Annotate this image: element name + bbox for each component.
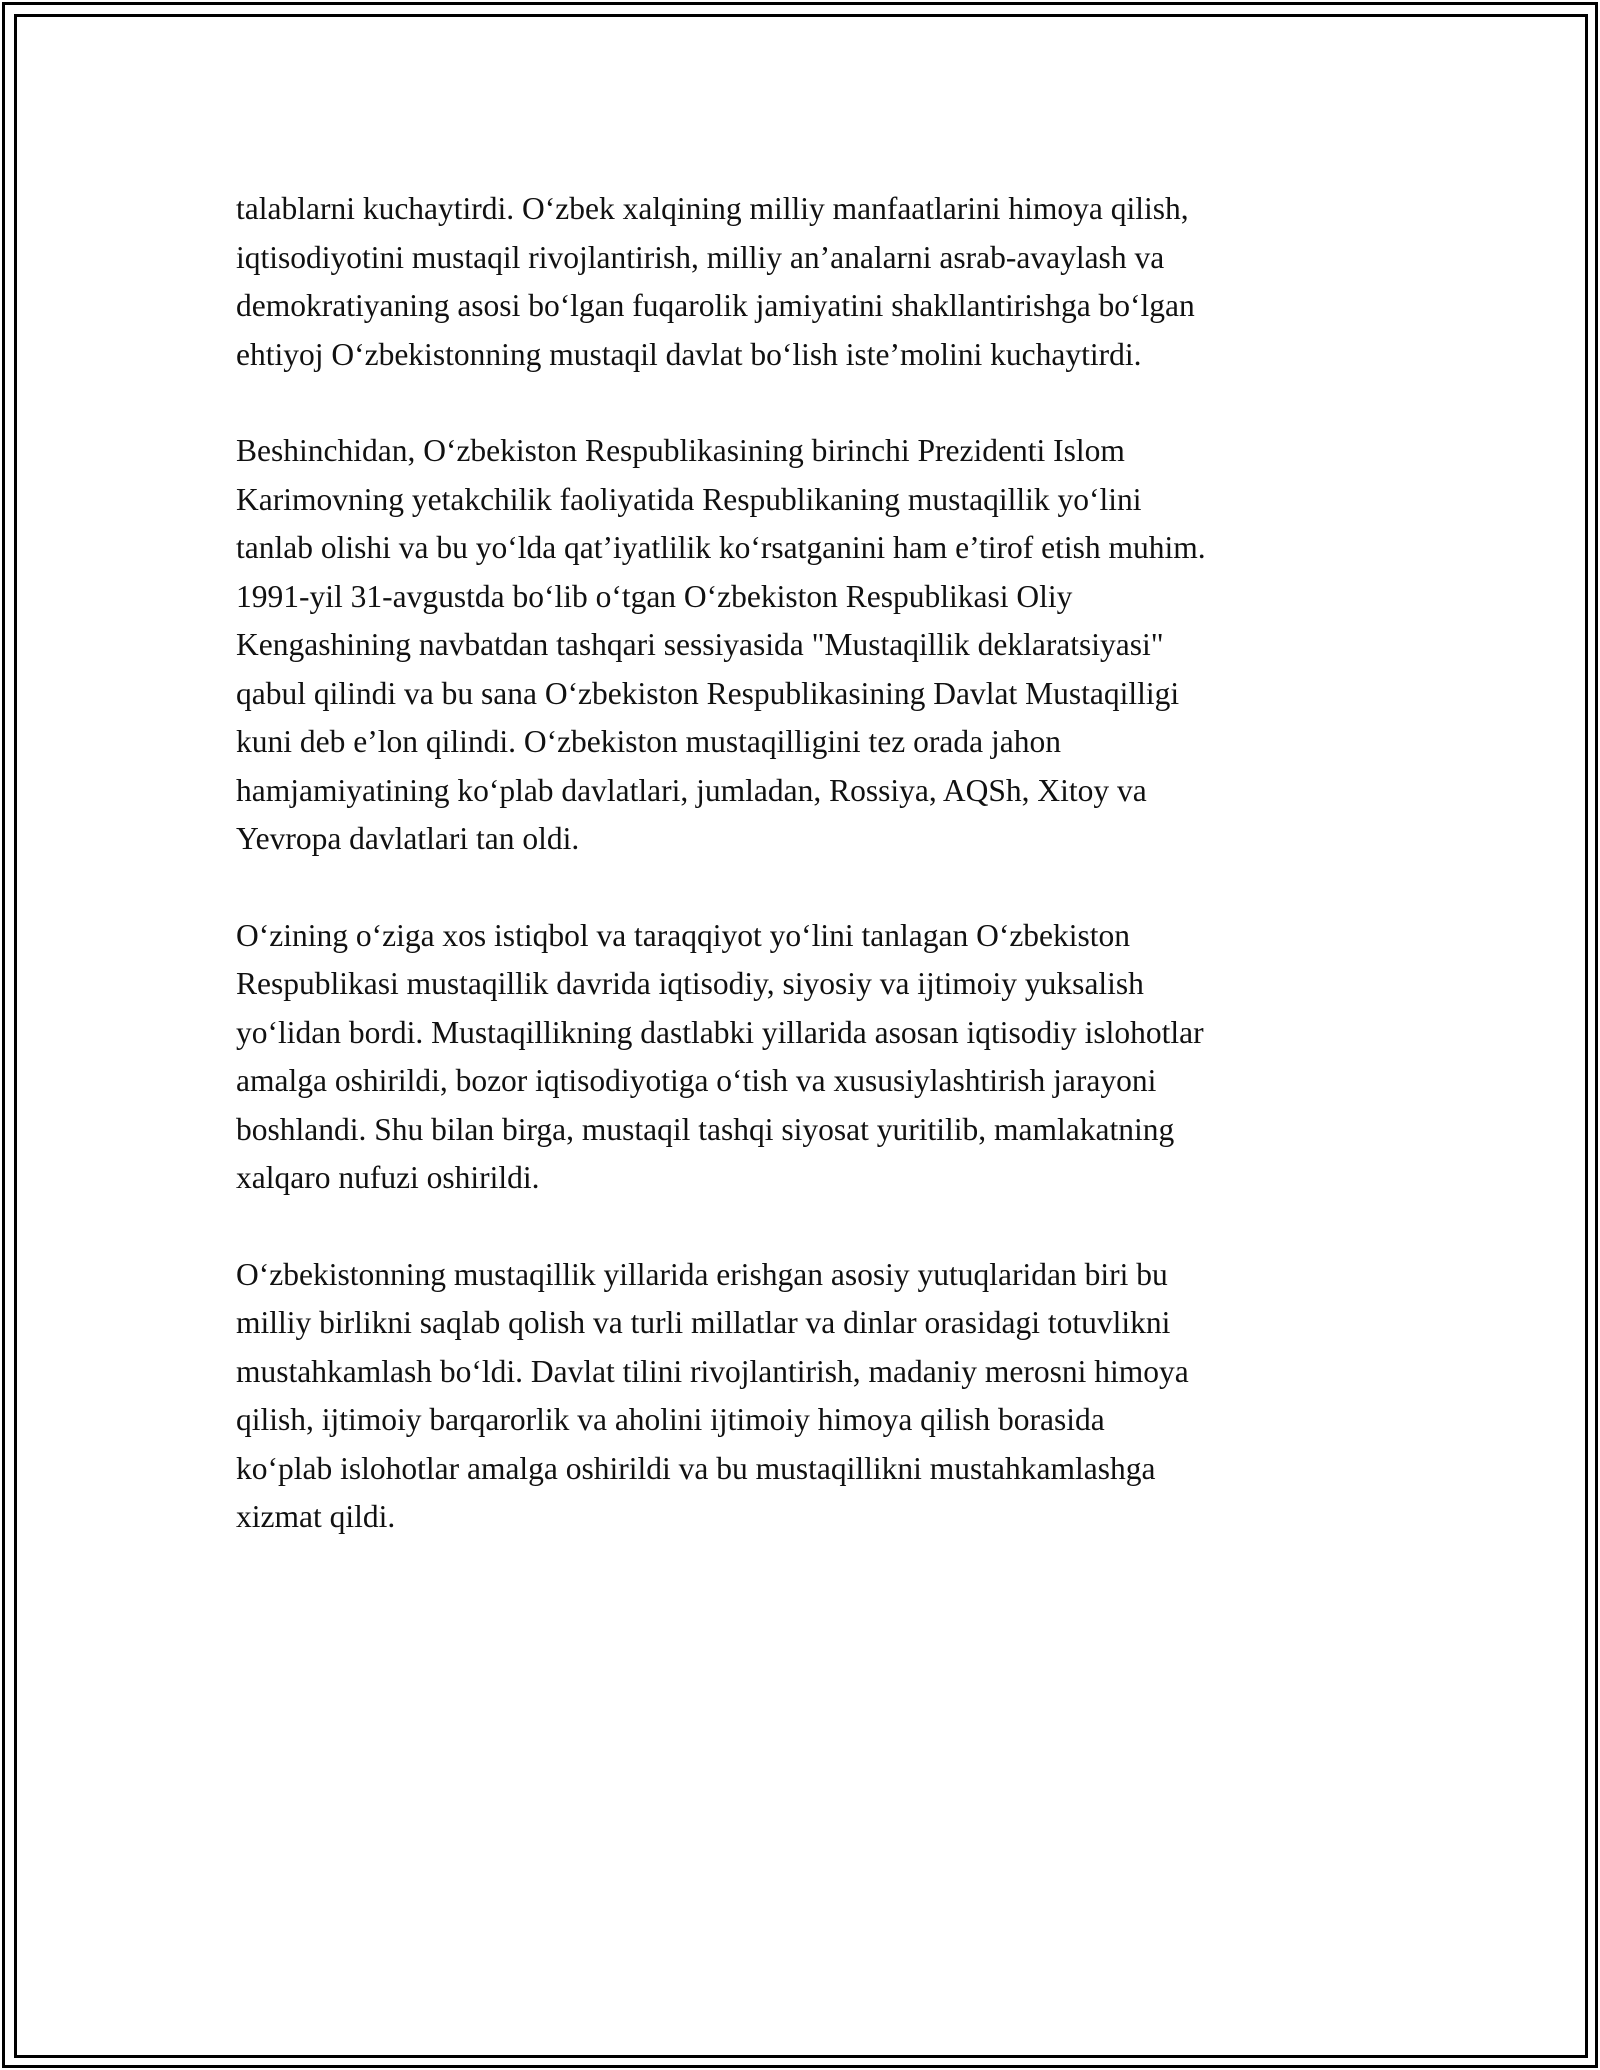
text-line: 1991-yil 31-avgustda bo‘lib o‘tgan O‘zbekiston Respublikasi Oliy <box>236 578 1073 614</box>
paragraph-1 <box>236 185 1376 379</box>
text-line: tanlab olishi va bu yo‘lda qat’iyatlilik ko‘rsatganini ham e’tirof etish muhim. <box>236 530 1206 565</box>
text-line: Respublikasi mustaqillik davrida iqtisodiy, siyosiy va ijtimoiy yuksalish <box>236 966 1144 1001</box>
text-line: qilish, ijtimoiy barqarorlik va aholini ijtimoiy himoya qilish borasida <box>236 1402 1105 1437</box>
text-line: O‘zining o‘ziga xos istiqbol va taraqqiyot yo‘lini tanlagan O‘zbekiston <box>236 917 1131 953</box>
document-body <box>236 185 1376 1590</box>
text-line: milliy birlikni saqlab qolish va turli millatlar va dinlar orasidagi totuvlikni <box>236 1305 1171 1340</box>
text-line: Kengashining navbatdan tashqari sessiyasida "Mustaqillik deklaratsiyasi" <box>236 627 1164 662</box>
text-line: kuni deb e’lon qilindi. O‘zbekiston mustaqilligini tez orada jahon <box>236 724 1061 759</box>
text-line: Yevropa davlatlari tan oldi. <box>236 821 580 856</box>
text-line: amalga oshirildi, bozor iqtisodiyotiga o‘tish va xususiylashtirish jarayoni <box>236 1063 1157 1098</box>
text-line: Beshinchidan, O‘zbekiston Respublikasining birinchi Prezidenti Islom <box>236 433 1125 468</box>
text-line: mustahkamlash bo‘ldi. Davlat tilini rivojlantirish, madaniy merosni himoya <box>236 1353 1189 1389</box>
text-line: yo‘lidan bordi. Mustaqillikning dastlabki yillarida asosan iqtisodiy islohotlar <box>236 1014 1204 1050</box>
text-line: O‘zbekistonning mustaqillik yillarida erishgan asosiy yutuqlaridan biri bu <box>236 1256 1168 1292</box>
text-line: qabul qilindi va bu sana O‘zbekiston Respublikasining Davlat Mustaqilligi <box>236 675 1180 711</box>
paragraph-2 <box>236 427 1376 864</box>
text-line: xalqaro nufuzi oshirildi. <box>236 1160 540 1195</box>
text-line: boshlandi. Shu bilan birga, mustaqil tashqi siyosat yuritilib, mamlakatning <box>236 1111 1175 1147</box>
paragraph-3 <box>236 912 1376 1203</box>
paragraph-4 <box>236 1251 1376 1542</box>
text-line: ko‘plab islohotlar amalga oshirildi va bu mustaqillikni mustahkamlashga <box>236 1450 1156 1486</box>
text-line: demokratiyaning asosi bo‘lgan fuqarolik jamiyatini shakllantirishga bo‘lgan <box>236 288 1195 323</box>
text-line: hamjamiyatining ko‘plab davlatlari, jumladan, Rossiya, AQSh, Xitoy va <box>236 772 1147 808</box>
text-line: talablarni kuchaytirdi. O‘zbek xalqining milliy manfaatlarini himoya qilish, <box>236 191 1189 226</box>
text-line: xizmat qildi. <box>236 1499 396 1534</box>
text-line: ehtiyoj O‘zbekistonning mustaqil davlat bo‘lish iste’molini kuchaytirdi. <box>236 336 1142 372</box>
text-line: Karimovning yetakchilik faoliyatida Respublikaning mustaqillik yo‘lini <box>236 481 1142 517</box>
text-line: iqtisodiyotini mustaqil rivojlantirish, milliy an’analarni asrab-avaylash va <box>236 239 1165 275</box>
